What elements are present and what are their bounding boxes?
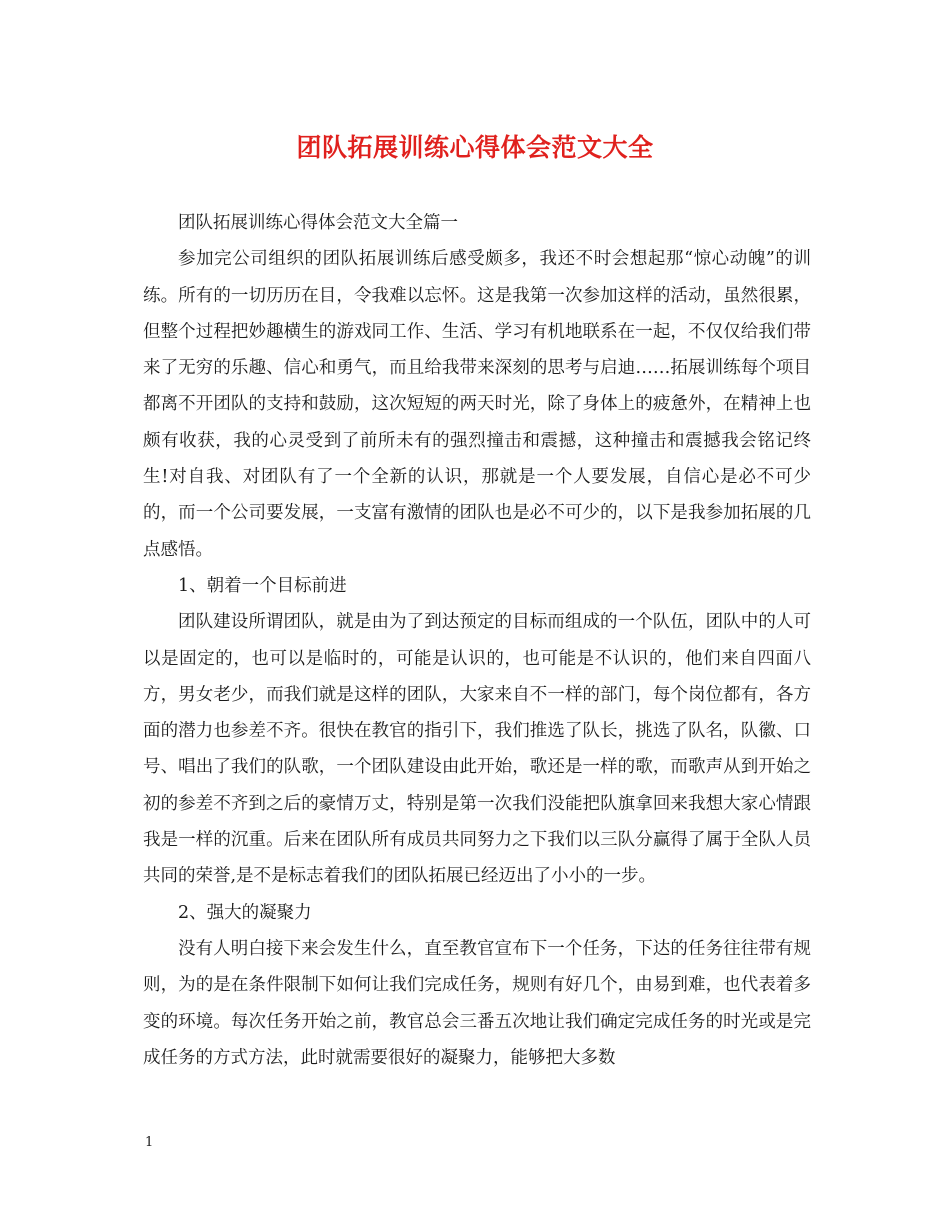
body-paragraph: 参加完公司组织的团队拓展训练后感受颇多，我还不时会想起那“惊心动魄”的训练。所有的一切历历在目，令我难以忘怀。这是我第一次参加这样的活动，虽然很累，但整个过程把妙趣横生的游戏同工作、生活、学习有机地联系在一起，不仅仅给我们带来了无穷的乐趣、信心和勇气，而且给我带来深刻的思考与启迪……拓展训练每个项目都离不开团队的支持和鼓励，这次短短的两天时光，除了身体上的疲惫外，在精神上也颇有收获，我的心灵受到了前所未有的强烈撞击和震撼，这种撞击和震撼我会铭记终生!对自我、对团队有了一个全新的认识，那就是一个人要发展，自信心是必不可少的，而一个公司要发展，一支富有激情的团队也是必不可少的，以下是我参加拓展的几点感悟。 [143,249,811,560]
body-paragraph: 团队建设所谓团队，就是由为了到达预定的目标而组成的一个队伍，团队中的人可以是固定的，也可以是临时的，可能是认识的，也可能是不认识的，他们来自四面八方，男女老少，而我们就是这样的团队，大家来自不一样的部门，每个岗位都有，各方面的潜力也参差不齐。很快在教官的指引下，我们推选了队长，挑选了队名，队徽、口号、唱出了我们的队歌，一个团队建设由此开始，歌还是一样的歌，而歌声从到开始之初的参差不齐到之后的豪情万丈，特别是第一次我们没能把队旗拿回来我想大家心情跟我是一样的沉重。后来在团队所有成员共同努力之下我们以三队分赢得了属于全队人员共同的荣誉,是不是标志着我们的团队拓展已经迈出了小小的一步。 [143,612,811,887]
subheading-cohesion: 2、强大的凝聚力 [178,902,312,923]
section-heading: 团队拓展训练心得体会范文大全篇一 [178,213,458,233]
document-body [143,205,811,1076]
subheading-goal: 1、朝着一个目标前进 [178,575,347,596]
document-title: 团队拓展训练心得体会范文大全 [296,133,654,162]
page-number: 1 [145,1135,154,1150]
body-paragraph: 没有人明白接下来会发生什么，直至教官宣布下一个任务，下达的任务往往带有规则，为的是在条件限制下如何让我们完成任务，规则有好几个，由易到难，也代表着多变的环境。每次任务开始之前，教官总会三番五次地让我们确定完成任务的时光或是完成任务的方式方法，此时就需要很好的凝聚力，能够把大多数 [143,938,811,1068]
